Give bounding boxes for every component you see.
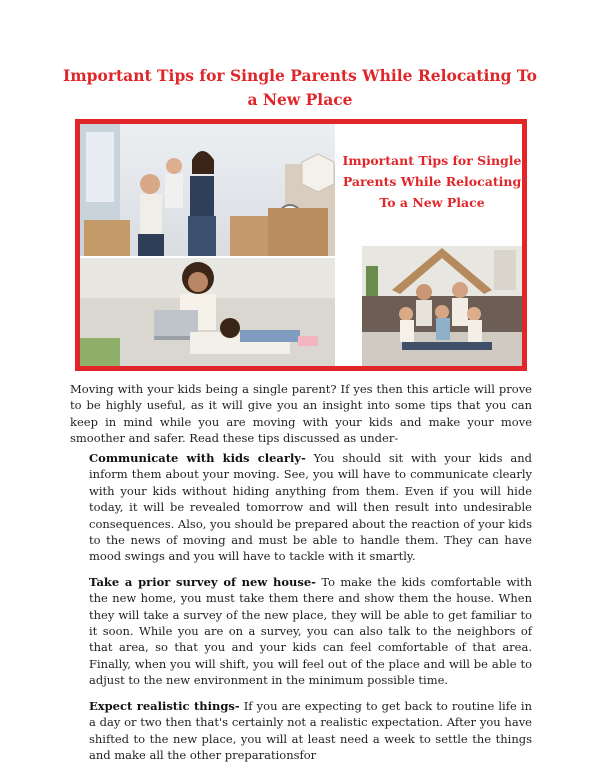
family-moving-boxes-illustration <box>80 124 335 256</box>
tip-text: To make the kids comfortable with the new home, you must take them there and show them the house. When they will take a survey of the new place, they will be able to get familiar to it soon. While you are on a survey, you can also talk to the neighbors of that area, so that you and your kids can feel comfortable of that area. Finally, when you will shift, you will feel out of the place and will be able to adjust to the new environment in the minimum possible time. <box>89 574 533 688</box>
mother-laptop-child-photo <box>80 258 335 366</box>
family-cardboard-roof-photo <box>362 246 522 366</box>
mother-laptop-child-illustration <box>80 258 335 366</box>
tip-item <box>89 450 532 565</box>
tip-item <box>89 698 532 764</box>
intro-paragraph: Moving with your kids being a single parent? If yes then this article will prove to be highly useful, as it will give you an insight into some tips that you can keep in mind while you are moving with your kids and make your move smoother and safer. Read these tips discussed as under- <box>70 382 532 446</box>
tip-text: You should sit with your kids and inform them about your moving. See, you will have to communicate clearly with your kids without hiding anything from them. Even if you will hide today, it will be revealed tomorrow and will then result into undesirable consequences. Also, you should be prepared about the reaction of your kids to the news of moving and must be able to handle them. They can have mood swings and you will have to tackle with it smartly. <box>89 451 532 564</box>
document-title: Important Tips for Single Parents While Relocating To a New Place <box>63 66 537 109</box>
hero-caption: Important Tips for Single Parents While Relocating To a New Place <box>342 153 522 210</box>
hero-banner <box>75 119 527 371</box>
tip-heading: Communicate with kids clearly- <box>89 451 306 465</box>
tip-heading: Take a prior survey of new house- <box>89 574 316 589</box>
tip-heading: Expect realistic things- <box>89 698 240 713</box>
tip-item <box>89 574 532 689</box>
tips-list <box>89 450 532 772</box>
hero-banner-inner <box>80 124 522 366</box>
family-moving-boxes-photo <box>80 124 335 256</box>
tip-text: If you are expecting to get back to routine life in a day or two then that's certainly not a realistic expectation. After you have shifted to the new place, you will at least need a week to settle the things and make all the other preparationsfor <box>89 698 533 762</box>
family-cardboard-roof-illustration <box>362 246 522 366</box>
